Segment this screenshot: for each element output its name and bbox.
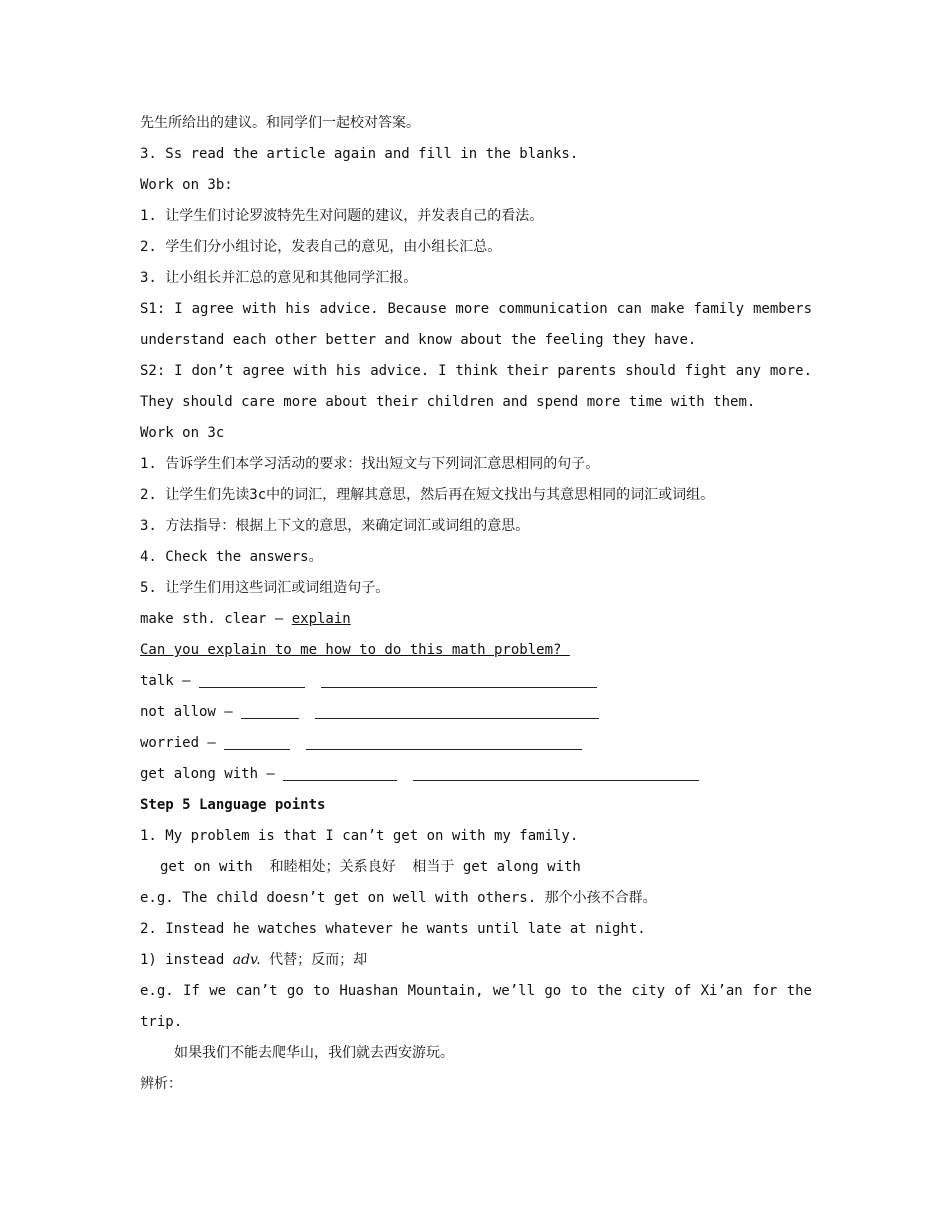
answer-blank[interactable]: [241, 702, 299, 719]
exercise-prompt: get along with —: [140, 766, 284, 782]
text-line: 3. Ss read the article again and fill in the blanks.: [140, 146, 579, 162]
text-line: 2. 学生们分小组讨论，发表自己的意见，由小组长汇总。: [140, 239, 502, 255]
text-span: 代替；反而；却: [260, 952, 368, 968]
exercise-prompt: worried —: [140, 735, 225, 751]
exercise-prompt: talk —: [140, 673, 200, 689]
sentence-blank[interactable]: [315, 702, 599, 719]
answer-blank[interactable]: [199, 671, 305, 688]
exercise-answer: explain: [291, 611, 351, 627]
text-line: 3. 方法指导：根据上下文的意思，来确定词汇或词组的意思。: [140, 518, 530, 534]
text-line: e.g. If we can’t go to Huashan Mountain, we’ll go to the city of Xi’an for the: [140, 983, 812, 999]
text-line: 先生所给出的建议。和同学们一起校对答案。: [140, 115, 420, 131]
text-line: 辨析：: [140, 1076, 182, 1092]
part-of-speech: adv.: [232, 952, 261, 968]
answer-blank[interactable]: [224, 733, 290, 750]
text-span: 1) instead: [140, 952, 233, 968]
sentence-blank[interactable]: [306, 733, 582, 750]
text-line: They should care more about their children and spend more time with them.: [140, 394, 756, 410]
section-heading-3b: Work on 3b:: [140, 177, 233, 193]
text-line: 5. 让学生们用这些词汇或词组造句子。: [140, 580, 390, 596]
exercise-example-sentence: Can you explain to me how to do this math problem?: [140, 642, 570, 658]
text-line: get on with 和睦相处；关系良好 相当于 get along with: [160, 859, 581, 875]
text-line: 2. 让学生们先读3c中的词汇，理解其意思，然后再在短文找出与其意思相同的词汇或词组。: [140, 487, 715, 503]
text-line: understand each other better and know about the feeling they have.: [140, 332, 697, 348]
text-line: 1. 让学生们讨论罗波特先生对问题的建议，并发表自己的看法。: [140, 208, 544, 224]
text-line: 3. 让小组长并汇总的意见和其他同学汇报。: [140, 270, 418, 286]
text-line: S1: I agree with his advice. Because more communication can make family members: [140, 301, 812, 317]
exercise-prompt: make sth. clear —: [140, 611, 292, 627]
text-line: [140, 945, 812, 976]
sentence-blank[interactable]: [413, 764, 699, 781]
exercise-item-not-allow: [140, 697, 812, 728]
text-line: 4. Check the answers。: [140, 549, 323, 565]
answer-blank[interactable]: [283, 764, 397, 781]
section-heading-3c: Work on 3c: [140, 425, 225, 441]
text-line: e.g. The child doesn’t get on well with others. 那个小孩不合群。: [140, 890, 657, 906]
text-line: 1. 告诉学生们本学习活动的要求：找出短文与下列词汇意思相同的句子。: [140, 456, 600, 472]
exercise-item-worried: [140, 728, 812, 759]
text-line: 如果我们不能去爬华山，我们就去西安游玩。: [174, 1045, 454, 1061]
exercise-example: [140, 604, 812, 635]
exercise-item-talk: [140, 666, 812, 697]
sentence-blank[interactable]: [321, 671, 597, 688]
exercise-prompt: not allow —: [140, 704, 242, 720]
text-line: trip.: [140, 1014, 183, 1030]
text-line: 1. My problem is that I can’t get on with my family.: [140, 828, 579, 844]
text-line: 2. Instead he watches whatever he wants until late at night.: [140, 921, 646, 937]
document-page: [140, 108, 812, 1100]
step5-heading: Step 5 Language points: [140, 797, 326, 813]
text-line: S2: I don’t agree with his advice. I think their parents should fight any more.: [140, 363, 812, 379]
exercise-item-get-along-with: [140, 759, 812, 790]
